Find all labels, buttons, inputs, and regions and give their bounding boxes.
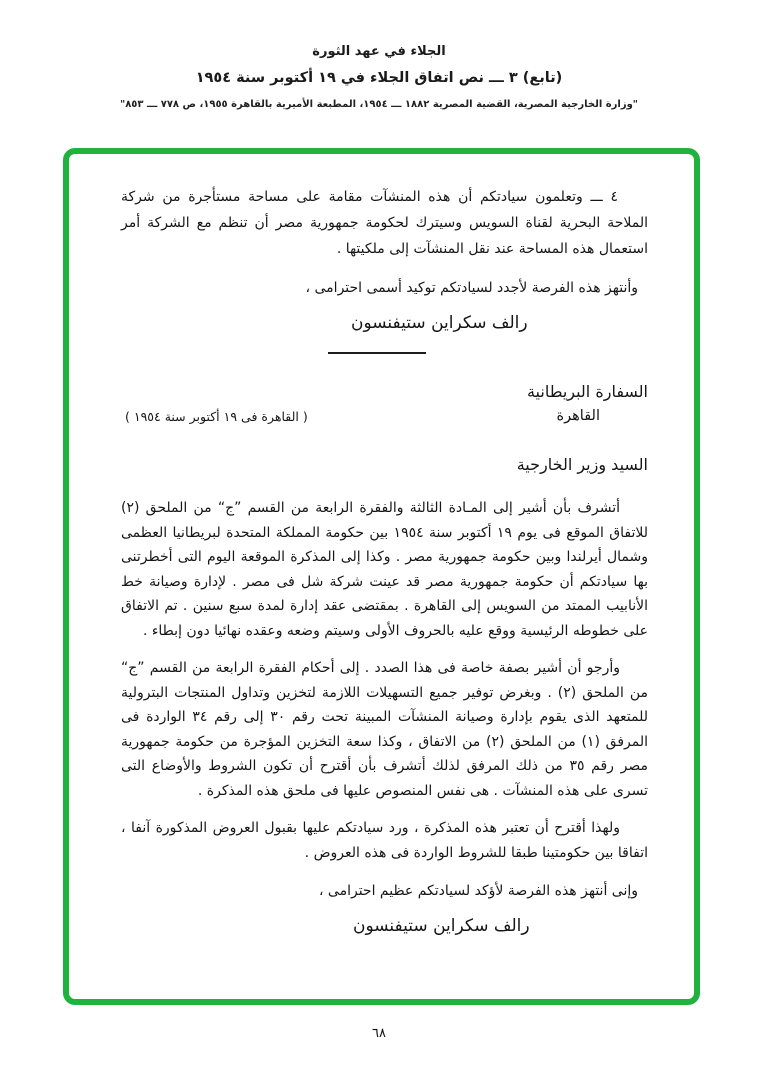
body-paragraph-1: أتشرف بأن أشير إلى المـادة الثالثة والفقرة الرابعة من القسم ”ج“ من الملحق (٢) للاتفاق الموقع فى يوم ١٩ أكتوبر سنة ١٩٥٤ بين حكومة المملكة المتحدة لبريطانيا العظمى وشمال أيرلندا وبين حكومة جمهورية مصر . وكذا إلى المذكرة الموقعة اليوم التى أخطرتنى بها سيادتكم أن حكومة جمهورية مصر قد عينت شركة شل فى مصر . لإدارة وصيانة خط الأنابيب الممتد من السويس إلى القاهرة . بمقتضى عقد إدارة لمدة سبع سنين . تم الاتفاق على خطوطه الرئيسية ووقع عليه بالحروف الأولى وسيتم وضعه وعقده نهائيا دون إبطاء . [121,500,648,639]
salutation: السيد وزير الخارجية [516,455,648,474]
letterhead-city-row [121,404,648,428]
page-header [0,44,758,110]
letterhead-date: ( القاهرة فى ١٩ أكتوبر سنة ١٩٥٤ ) [125,409,308,424]
closing-formula-first: وأنتهز هذه الفرصة لأجدد لسيادتكم توكيد أسمى احترامى ، [305,280,638,296]
letter-content [69,154,694,999]
green-annotation-frame [63,148,700,1005]
page-number: ٦٨ [372,1026,386,1041]
body-paragraph-2: وأرجو أن أشير بصفة خاصة فى هذا الصدد . إلى أحكام الفقرة الرابعة من القسم ”ج“ من الملحق (٢) . وبغرض توفير جميع التسهيلات اللازمة لتخزين وتداول المنتجات البترولية للمتعهد الذى يقوم بإدارة وصيانة المنشآت المبينة تحت رقم ٣٠ إلى رقم ٣٤ الواردة فى المرفق (١) من الملحق (٢) من الاتفاق ، وكذا سعة التخزين المؤجرة من حكومة جمهورية مصر رقم ٣٥ من ذلك المرفق لذلك أتشرف بأن أقترح أن تكون الشروط والأوضاع التى تسرى على هذه المنشآت . هى نفس المنصوص عليها فى ملحق هذه المذكرة . [121,660,648,799]
signature-first: رالف سكراين ستيفنسون [351,313,528,333]
source-citation: "وزارة الخارجية المصرية، القضية المصرية ١٨٨٢ ـــ ١٩٥٤، المطبعة الأميرية بالقاهرة ١٩٥٥، ص ٧٧٨ ـــ ٨٥٣" [119,99,639,110]
paragraph-item-4: ٤ ـــ وتعلمون سيادتكم أن هذه المنشآت مقامة على مساحة مستأجرة من شركة الملاحة البحرية لقناة السويس وسيترك لحكومة جمهورية مصر أن تنظم مع الشركة أمر استعمال هذه المساحة عند نقل المنشآت إلى ملكيتها . [121,189,648,257]
document-title: الجلاء في عهد الثورة [312,44,446,59]
signature-second: رالف سكراين ستيفنسون [353,916,530,936]
section-divider [328,352,426,354]
document-subtitle: (تابع) ٣ ـــ نص اتفاق الجلاء في ١٩ أكتوبر سنة ١٩٥٤ [195,70,563,86]
closing-formula-second: وإنى أنتهز هذه الفرصة لأؤكد لسيادتكم عظيم احترامى ، [318,883,638,899]
letterhead-embassy: السفارة البريطانية [526,382,648,401]
letterhead [121,380,648,428]
letterhead-city: القاهرة [556,408,600,424]
body-paragraph-3: ولهذا أقترح أن تعتبر هذه المذكرة ، ورد سيادتكم عليها بقبول العروض المذكورة آنفا ، اتفاقا بين حكومتينا طبقا للشروط الواردة فى هذه العروض . [121,820,648,861]
